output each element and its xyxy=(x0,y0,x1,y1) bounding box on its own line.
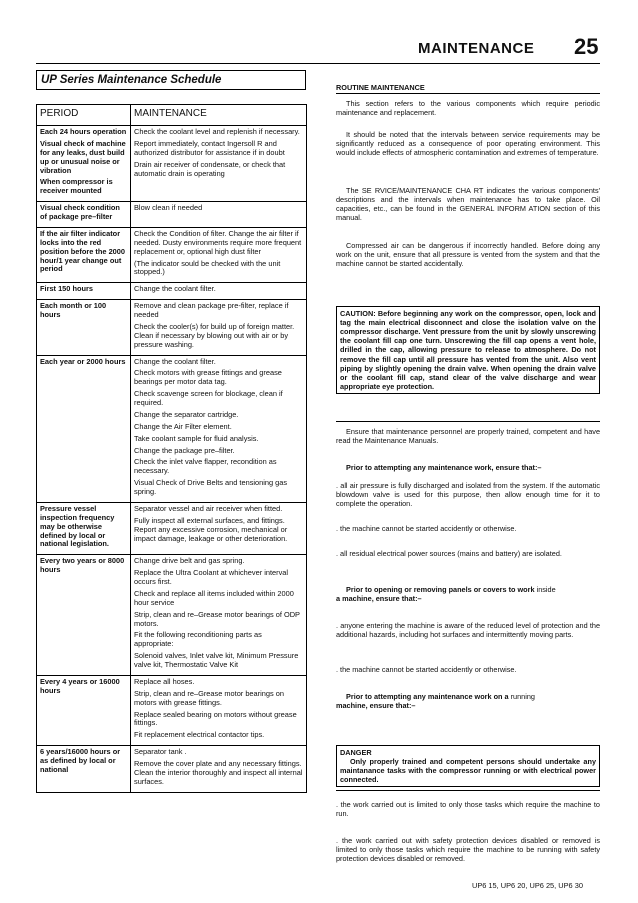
bullet-not-started-2: . the machine cannot be started accidently or otherwise. xyxy=(336,665,517,674)
maintenance-text: Check the coolant level and replenish if necessary. xyxy=(134,127,300,136)
maintenance-text: Check the cooler(s) for build up of foreign matter. Clean if necessary by blowing out with air or by pressure washing. xyxy=(134,321,295,349)
period-text: If the air filter indicator locks into the red position before the 2000 hour/1 year change out period xyxy=(40,228,126,274)
period-text: Every two years or 8000 hours xyxy=(40,556,125,575)
maintenance-schedule-table xyxy=(36,104,307,793)
maintenance-cell xyxy=(131,555,307,676)
period-text: Each 24 hours operation xyxy=(40,127,127,136)
danger-text: Only properly trained and competent persons should undertake any maintanance tasks with the compressor running or with electrical power connected. xyxy=(340,757,596,785)
maintenance-cell xyxy=(131,502,307,554)
bullet-anyone-entering: . anyone entering the machine is aware of the reduced level of protection and the additional hazards, including hot surfaces and intermittently moving parts. xyxy=(336,621,600,640)
maintenance-text: Fully inspect all external surfaces, and fittings. Report any excessive corrosion, mechanical or impact damage, leakage or other deterioration. xyxy=(134,515,288,543)
table-row xyxy=(37,300,307,355)
maintenance-text: Check the Condition of filter. Change the air filter if needed. Dusty environments require more frequent replacement or, optional high dust filter xyxy=(134,228,302,256)
period-cell xyxy=(37,283,131,300)
table-row xyxy=(37,126,307,202)
maintenance-cell xyxy=(131,283,307,300)
header-divider xyxy=(36,63,600,64)
period-text: Each year or 2000 hours xyxy=(40,356,126,366)
period-text: Visual check of machine for any leaks, dust build up or unusual noise or vibration xyxy=(40,138,126,175)
maintenance-cell xyxy=(131,300,307,355)
table-row xyxy=(37,746,307,793)
paragraph-compressed-air: Compressed air can be dangerous if incorrectly handled. Before doing any work on the unit, ensure that all pressure is vented from the system and that the machine cannot be started accidentally. xyxy=(336,241,600,269)
maintenance-text: Change drive belt and gas spring. xyxy=(134,556,245,566)
maintenance-text: Remove and clean package pre-filter, replace if needed xyxy=(134,301,289,319)
period-cell xyxy=(37,555,131,676)
maintenance-cell xyxy=(131,355,307,502)
bullet-not-started-1: . the machine cannot be started accidently or otherwise. xyxy=(336,524,517,533)
period-cell xyxy=(37,502,131,554)
maintenance-text: Blow clean if needed xyxy=(134,203,203,213)
maintenance-text: Check the inlet valve flapper, recondition as necessary. xyxy=(134,457,277,476)
footer-models: UP6 15, UP6 20, UP6 25, UP6 30 xyxy=(472,881,583,890)
period-cell xyxy=(37,300,131,355)
period-text: First 150 hours xyxy=(40,284,93,294)
bullet-work-limited: . the work carried out is limited to only those tasks which require the machine to run. xyxy=(336,800,600,819)
maintenance-text: Fit replacement electrical contactor tips. xyxy=(134,730,265,740)
maintenance-text: Drain air receiver of condensate, or check that automatic drain is operating xyxy=(134,159,286,178)
table-row xyxy=(37,502,307,554)
period-text: When compressor is receiver mounted xyxy=(40,177,113,196)
column-header-period: PERIOD xyxy=(37,105,131,126)
maintenance-text: Remove the cover plate and any necessary fittings. Clean the interior thoroughly and inspect all internal surfaces. xyxy=(134,759,303,786)
bullet-safety-devices: . the work carried out with safety protection devices disabled or removed is limited to only those tasks which require the machine to be running with safety protection devices disabled or removed. xyxy=(336,836,600,864)
maintenance-text: Replace the Ultra Coolant at whichever interval occurs first. xyxy=(134,568,289,586)
maintenance-text: Report immediately, contact Ingersoll R and authorized distributor for assistance if in doubt xyxy=(134,138,285,157)
period-cell xyxy=(37,227,131,282)
period-text: Pressure vessel inspection frequency may be otherwise defined by local or national legislation. xyxy=(40,503,115,549)
schedule-title: UP Series Maintenance Schedule xyxy=(36,70,306,90)
table-row xyxy=(37,355,307,502)
routine-heading: ROUTINE MAINTENANCE xyxy=(336,83,425,92)
table-row xyxy=(37,283,307,300)
maintenance-text: Fit the following reconditioning parts as appropriate: xyxy=(134,630,262,649)
paragraph-chart: The SE RVICE/MAINTENANCE CHA RT indicates the various components' descriptions and the intervals when maintenance has to take place. Oil capacities, etc., can be found in the GENERAL INFORM ATION section of this manual. xyxy=(336,186,600,223)
heading-prior-panels: Prior to opening or removing panels or covers to work inside a machine, ensure that:– xyxy=(336,585,556,604)
maintenance-text: Strip, clean and re–Grease motor bearings of ODP motors. xyxy=(134,609,300,628)
table-row xyxy=(37,555,307,676)
paragraph-intro: This section refers to the various components which require periodic maintenance and replacement. xyxy=(336,99,600,118)
column-header-maintenance: MAINTENANCE xyxy=(131,105,307,126)
maintenance-text: Check motors with grease fittings and grease bearings per motor data tag. xyxy=(134,368,282,387)
period-cell xyxy=(37,126,131,202)
danger-title: DANGER xyxy=(340,748,372,757)
page-number: 25 xyxy=(574,34,599,59)
maintenance-text: (The indicator sould be checked with the unit stopped.) xyxy=(134,258,281,277)
heading-prior-maintenance: Prior to attempting any maintenance work, ensure that:– xyxy=(346,463,542,472)
danger-box xyxy=(336,745,600,787)
maintenance-text: Check and replace all items included within 2000 hour service xyxy=(134,588,294,607)
period-cell xyxy=(37,746,131,793)
maintenance-text: Check scavenge screen for blockage, clean if required. xyxy=(134,389,283,407)
period-cell xyxy=(37,675,131,745)
danger-divider xyxy=(336,790,600,791)
maintenance-cell xyxy=(131,126,307,202)
paragraph-intervals: It should be noted that the intervals between service requirements may be significantly reduced as a consequence of poor operating environment. This would include effects of atmospheric contamination and extremes of temperature. xyxy=(336,130,600,158)
bullet-pressure: . all air pressure is fully discharged and isolated from the system. If the automatic blowdown valve is used for this purpose, then allow enough time for it to complete the operation. xyxy=(336,481,600,509)
maintenance-text: Change the package pre–filter. xyxy=(134,445,235,455)
period-text: Each month or 100 hours xyxy=(40,301,107,319)
bullet-power: . all residual electrical power sources (mains and battery) are isolated. xyxy=(336,549,562,558)
period-cell xyxy=(37,202,131,228)
period-cell xyxy=(37,355,131,502)
maintenance-text: Change the separator cartridge. xyxy=(134,409,239,419)
caution-box: CAUTION: Before beginning any work on the compressor, open, lock and tag the main electrical disconnect and close the isolation valve on the compressor discharge. Vent pressure from the unit by slowly unscrewing the coolant fill cap one turn. Unscrewing the fill cap opens a vent hole, drilled in the cap, allowing pressure to release to atmosphere. Do not remove the fill cap until all pressure has vented from the unit. Also vent piping by slightly opening the drain valve. When opening the drain valve or the coolant fill cap, stand clear of the valve discharge and wear appropriate eye protection. xyxy=(336,306,600,394)
maintenance-text: Take coolant sample for fluid analysis. xyxy=(134,433,259,443)
maintenance-cell xyxy=(131,746,307,793)
caution-divider xyxy=(336,421,600,422)
maintenance-text: Separator vessel and air receiver when fitted. xyxy=(134,503,283,513)
maintenance-text: Change the coolant filter. xyxy=(134,356,216,366)
maintenance-text: Separator tank . xyxy=(134,747,187,757)
maintenance-text: Strip, clean and re–Grease motor bearings on motors with grease fittings. xyxy=(134,688,284,707)
period-text: Every 4 years or 16000 hours xyxy=(40,676,120,695)
maintenance-text: Replace sealed bearing on motors without grease fittings. xyxy=(134,709,297,728)
maintenance-text: Visual Check of Drive Belts and tensioning gas spring. xyxy=(134,478,288,496)
maintenance-cell xyxy=(131,227,307,282)
period-text: Visual check condition of package pre–filter xyxy=(40,203,120,221)
table-row xyxy=(37,227,307,282)
table-header-row xyxy=(37,105,307,126)
table-row xyxy=(37,202,307,228)
table-row xyxy=(37,675,307,745)
maintenance-text: Change the Air Filter element. xyxy=(134,421,232,431)
maintenance-text: Solenoid valves, Inlet valve kit, Minimum Pressure valve kit, Thermostatic Valve Kit xyxy=(134,651,299,669)
page-section-title: MAINTENANCE xyxy=(418,40,535,57)
paragraph-trained: Ensure that maintenance personnel are properly trained, competent and have read the Maintenance Manuals. xyxy=(336,427,600,446)
heading-prior-running: Prior to attempting any maintenance work on a running machine, ensure that:– xyxy=(336,692,535,711)
maintenance-cell xyxy=(131,675,307,745)
routine-divider xyxy=(336,93,600,94)
maintenance-text: Change the coolant filter. xyxy=(134,284,216,294)
maintenance-text: Replace all hoses. xyxy=(134,676,195,686)
period-text: 6 years/16000 hours or as defined by local or national xyxy=(40,747,121,774)
maintenance-cell xyxy=(131,202,307,228)
